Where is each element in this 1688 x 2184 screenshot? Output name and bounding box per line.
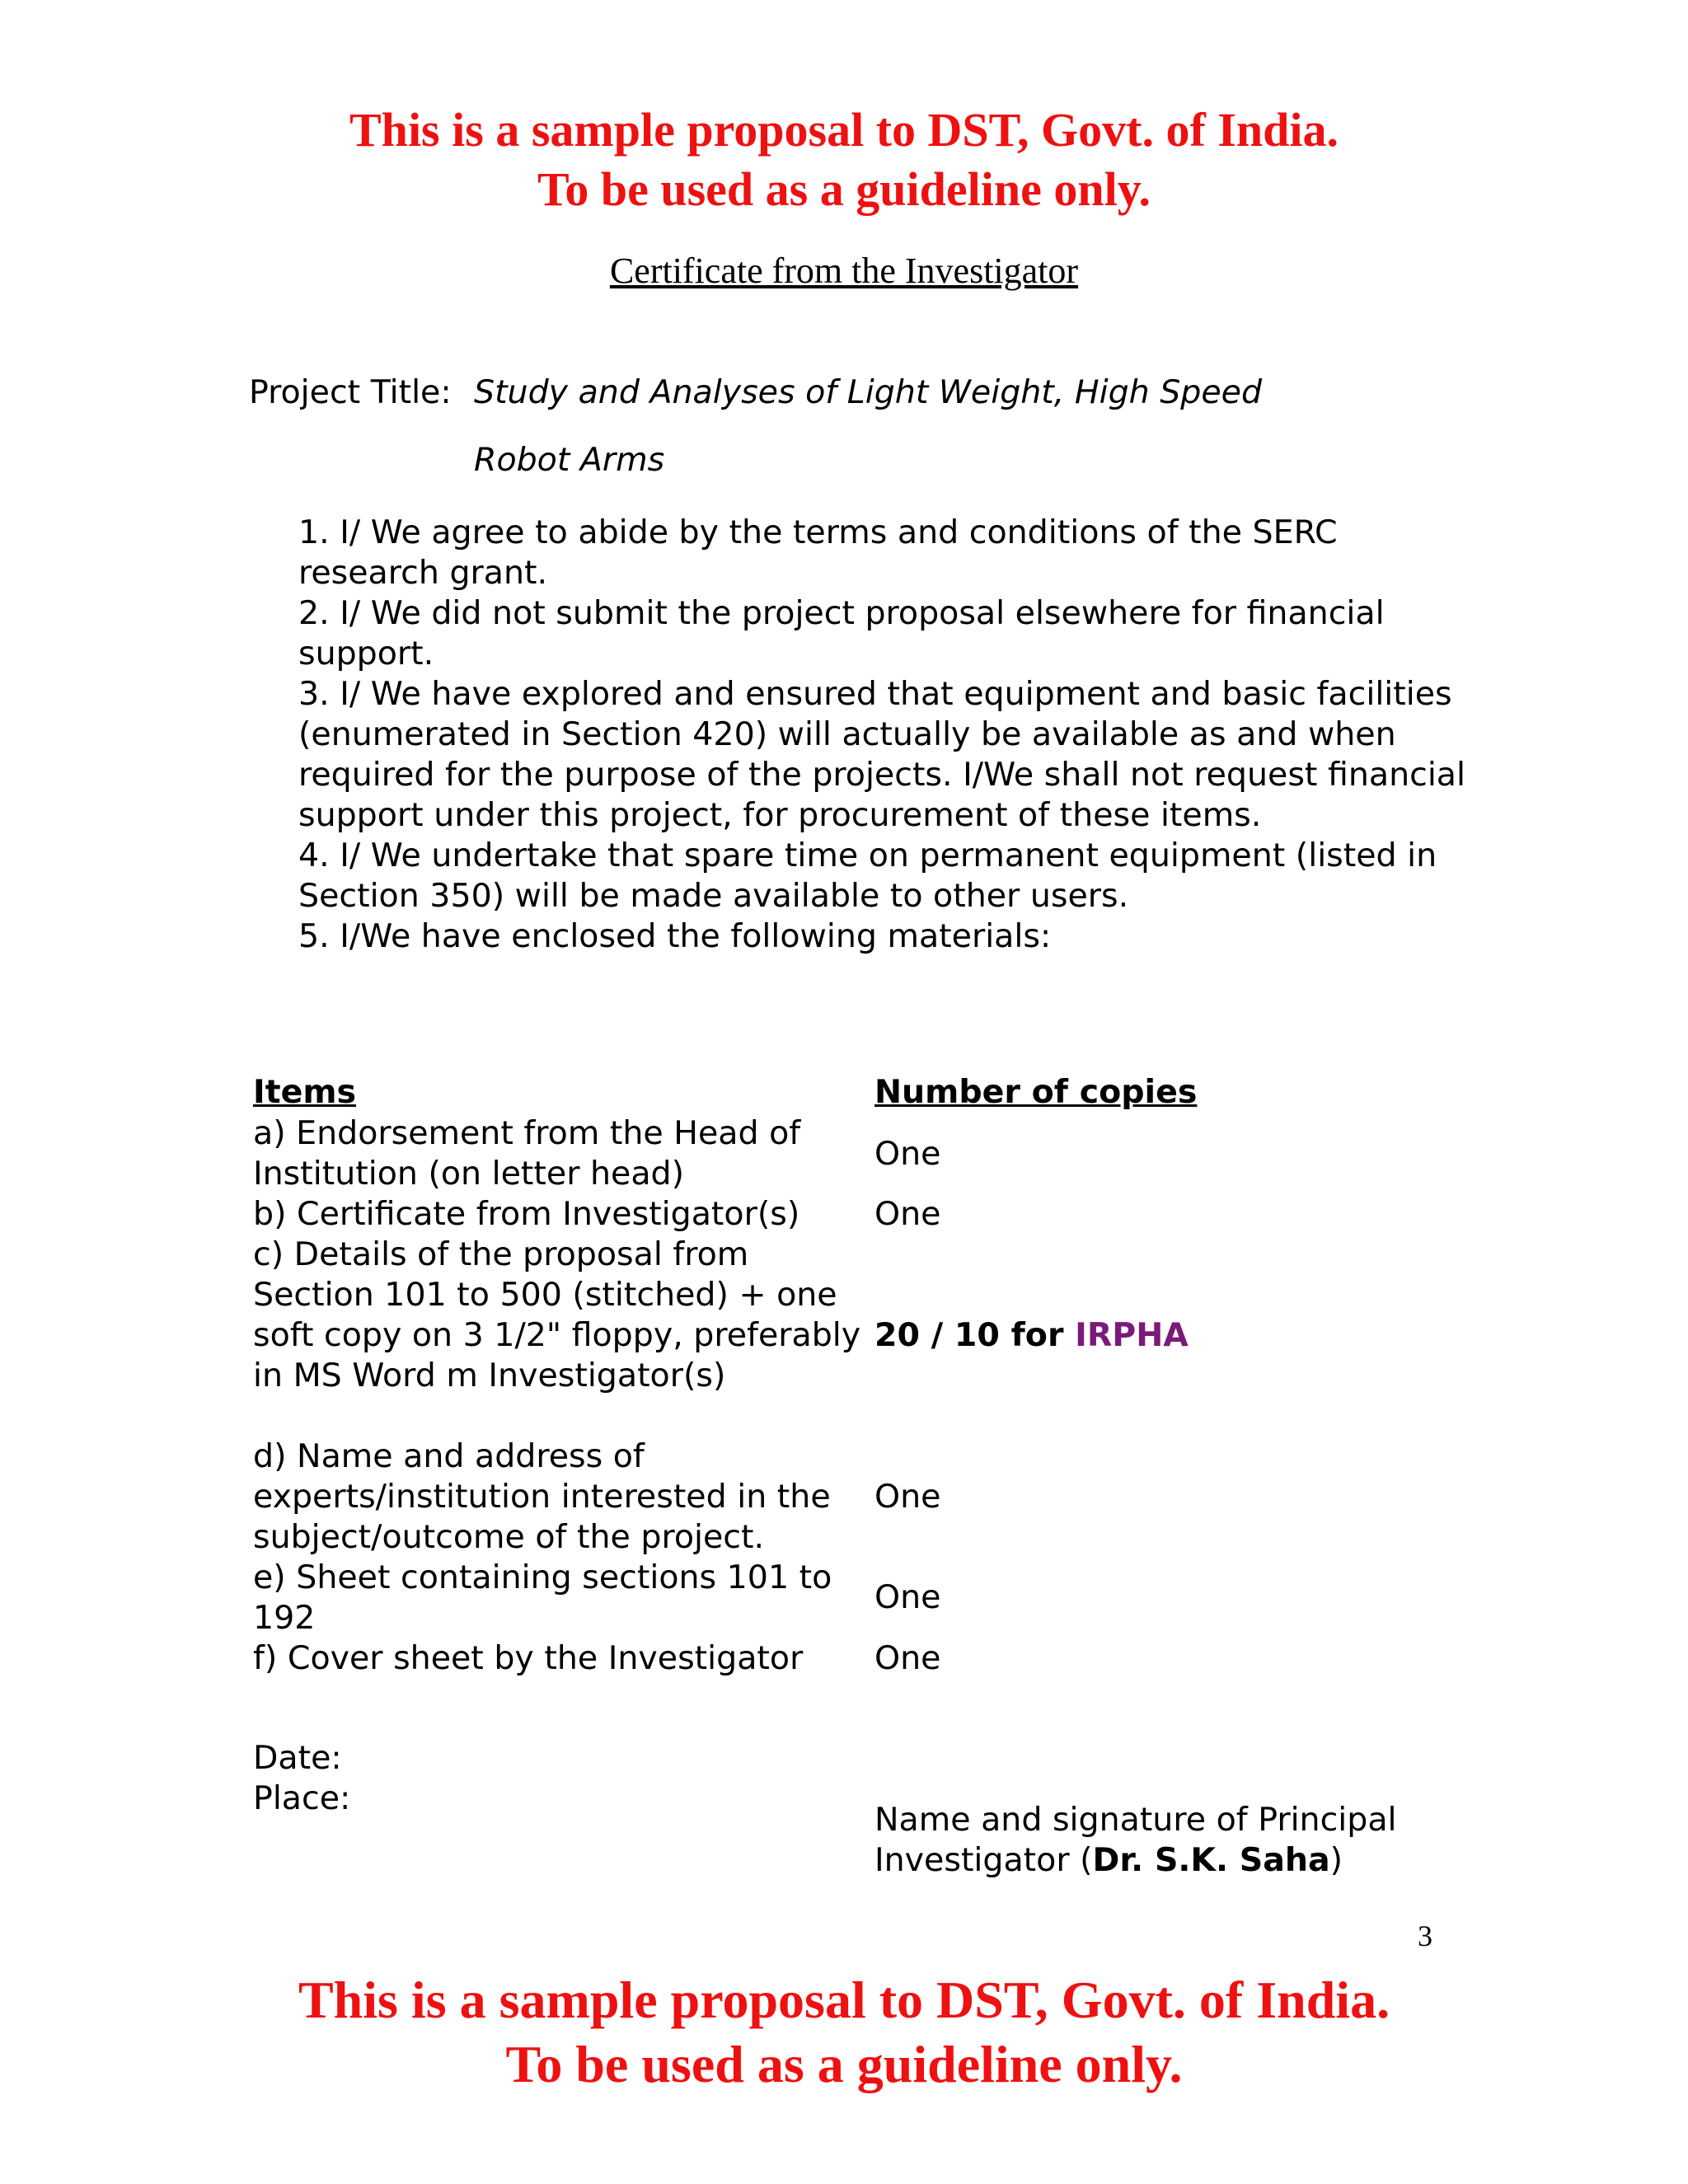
place-label: Place: <box>253 1779 351 1817</box>
banner-line-1: This is a sample proposal to DST, Govt. of India. <box>298 1971 1390 2029</box>
sample-notice-banner-top <box>0 101 1688 219</box>
table-row-copies: One <box>874 1135 941 1173</box>
irpha-highlight: IRPHA <box>1075 1316 1189 1354</box>
table-row-copies: One <box>874 1478 941 1516</box>
table-row-copies: One <box>874 1578 941 1616</box>
table-row-copies: One <box>874 1195 941 1233</box>
condition-item: 4. I/ We undertake that spare time on permanent equipment (listed in Section 350) will be made available to other users. <box>298 837 1437 915</box>
condition-item: 3. I/ We have explored and ensured that equipment and basic facilities (enumerated in Section 420) will actually be available as and when required for the purpose of the projects. I/We shall not request financial support under this project, for procurement of these items. <box>298 675 1465 834</box>
table-row-item: f) Cover sheet by the Investigator <box>253 1639 804 1677</box>
investigator-name: Dr. S.K. Saha <box>1092 1841 1330 1879</box>
signature-line-2 <box>874 1840 1397 1881</box>
table-row-copies: One <box>874 1639 941 1677</box>
table-row-item: d) Name and address of experts/institution interested in the subject/outcome of the project. <box>253 1437 831 1556</box>
date-label: Date: <box>253 1739 342 1777</box>
project-title-line-1: Study and Analyses of Light Weight, High Speed <box>474 373 1263 411</box>
condition-item: 5. I/We have enclosed the following materials: <box>298 917 1052 955</box>
banner-line-2: To be used as a guideline only. <box>505 2035 1183 2093</box>
copies-count: 20 / 10 for <box>874 1316 1076 1354</box>
signature-prefix: Investigator ( <box>874 1841 1093 1879</box>
project-title-line-2: Robot Arms <box>474 441 665 479</box>
banner-line-1: This is a sample proposal to DST, Govt. of India. <box>349 103 1339 157</box>
table-row-copies <box>874 1315 1189 1356</box>
document-heading: Certificate from the Investigator <box>609 251 1079 291</box>
signature-line-1: Name and signature of Principal <box>874 1801 1397 1839</box>
conditions-list <box>298 513 1485 957</box>
project-title-label: Project Title: <box>249 373 452 411</box>
signature-suffix: ) <box>1329 1841 1343 1879</box>
condition-item: 1. I/ We agree to abide by the terms and conditions of the SERC research grant. <box>298 513 1338 592</box>
items-column-header: Items <box>253 1073 357 1111</box>
condition-item: 2. I/ We did not submit the project proposal elsewhere for financial support. <box>298 594 1385 673</box>
copies-column-header: Number of copies <box>874 1073 1198 1111</box>
banner-line-2: To be used as a guideline only. <box>537 162 1151 216</box>
page-number: 3 <box>1418 1919 1432 1952</box>
table-row-item: e) Sheet containing sections 101 to 192 <box>253 1558 832 1637</box>
table-row-item: b) Certificate from Investigator(s) <box>253 1195 800 1233</box>
sample-notice-banner-bottom <box>0 1968 1688 2097</box>
table-row-item: a) Endorsement from the Head of Institution (on letter head) <box>253 1114 801 1193</box>
signature-block <box>874 1800 1397 1881</box>
table-row-item: c) Details of the proposal from Section 101 to 500 (stitched) + one soft copy on 3 1/2" floppy, preferably in MS Word m Investigator(s) <box>253 1235 861 1394</box>
